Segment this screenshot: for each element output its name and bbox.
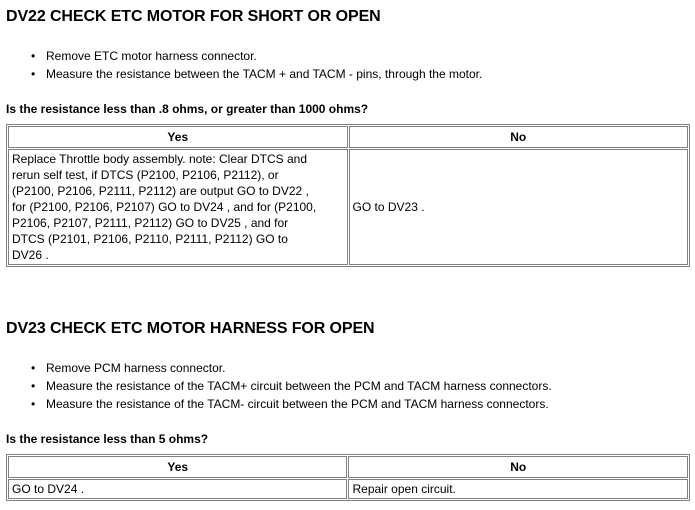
- step-text: Measure the resistance of the TACM- circuit between the PCM and TACM harness connectors.: [46, 397, 549, 411]
- table-row: [8, 149, 688, 265]
- column-header-yes: Yes: [8, 126, 348, 148]
- question-dv23: Is the resistance less than 5 ohms?: [6, 432, 209, 446]
- column-header-no: No: [349, 126, 688, 148]
- yes-line: DTCS (P2101, P2106, P2110, P2111, P2112) GO to: [12, 232, 288, 246]
- yes-line: for (P2100, P2106, P2107) GO to DV24 , and for (P2100,: [12, 200, 317, 214]
- column-header-yes: Yes: [8, 456, 347, 478]
- step-item: [6, 395, 552, 413]
- bullet-icon: •: [31, 379, 36, 393]
- bullet-icon: •: [31, 49, 36, 63]
- yes-cell: GO to DV24 .: [8, 479, 347, 499]
- step-text: Measure the resistance between the TACM + and TACM - pins, through the motor.: [46, 67, 483, 81]
- section-heading-dv22: DV22 CHECK ETC MOTOR FOR SHORT OR OPEN: [6, 8, 381, 25]
- question-dv22: Is the resistance less than .8 ohms, or greater than 1000 ohms?: [6, 102, 369, 116]
- no-cell: Repair open circuit.: [348, 479, 688, 499]
- table-header-row: [8, 126, 688, 148]
- yes-line: rerun self test, if DTCS (P2100, P2106, P2112), or: [12, 168, 279, 182]
- bullet-icon: •: [31, 397, 36, 411]
- steps-list-dv23: [6, 359, 552, 413]
- bullet-icon: •: [31, 67, 36, 81]
- step-text: Remove ETC motor harness connector.: [46, 49, 257, 63]
- step-item: [6, 377, 552, 395]
- bullet-icon: •: [31, 361, 36, 375]
- column-header-no: No: [348, 456, 688, 478]
- yes-line: (P2100, P2106, P2111, P2112) are output GO to DV22 ,: [12, 184, 309, 198]
- yes-line: Replace Throttle body assembly. note: Clear DTCS and: [12, 152, 308, 166]
- step-text: Remove PCM harness connector.: [46, 361, 226, 375]
- step-item: [6, 65, 482, 83]
- steps-list-dv22: [6, 47, 482, 83]
- decision-table-dv22: [6, 124, 690, 267]
- no-cell: GO to DV23 .: [349, 149, 688, 265]
- yes-line: P2106, P2107, P2111, P2112) GO to DV25 , and for: [12, 216, 289, 230]
- decision-table-dv23: [6, 454, 690, 501]
- step-item: [6, 359, 552, 377]
- table-row: [8, 479, 688, 499]
- step-text: Measure the resistance of the TACM+ circuit between the PCM and TACM harness connectors.: [46, 379, 552, 393]
- step-item: [6, 47, 482, 65]
- table-header-row: [8, 456, 688, 478]
- yes-line: DV26 .: [12, 248, 49, 262]
- section-heading-dv23: DV23 CHECK ETC MOTOR HARNESS FOR OPEN: [6, 320, 375, 337]
- yes-cell: [8, 149, 348, 265]
